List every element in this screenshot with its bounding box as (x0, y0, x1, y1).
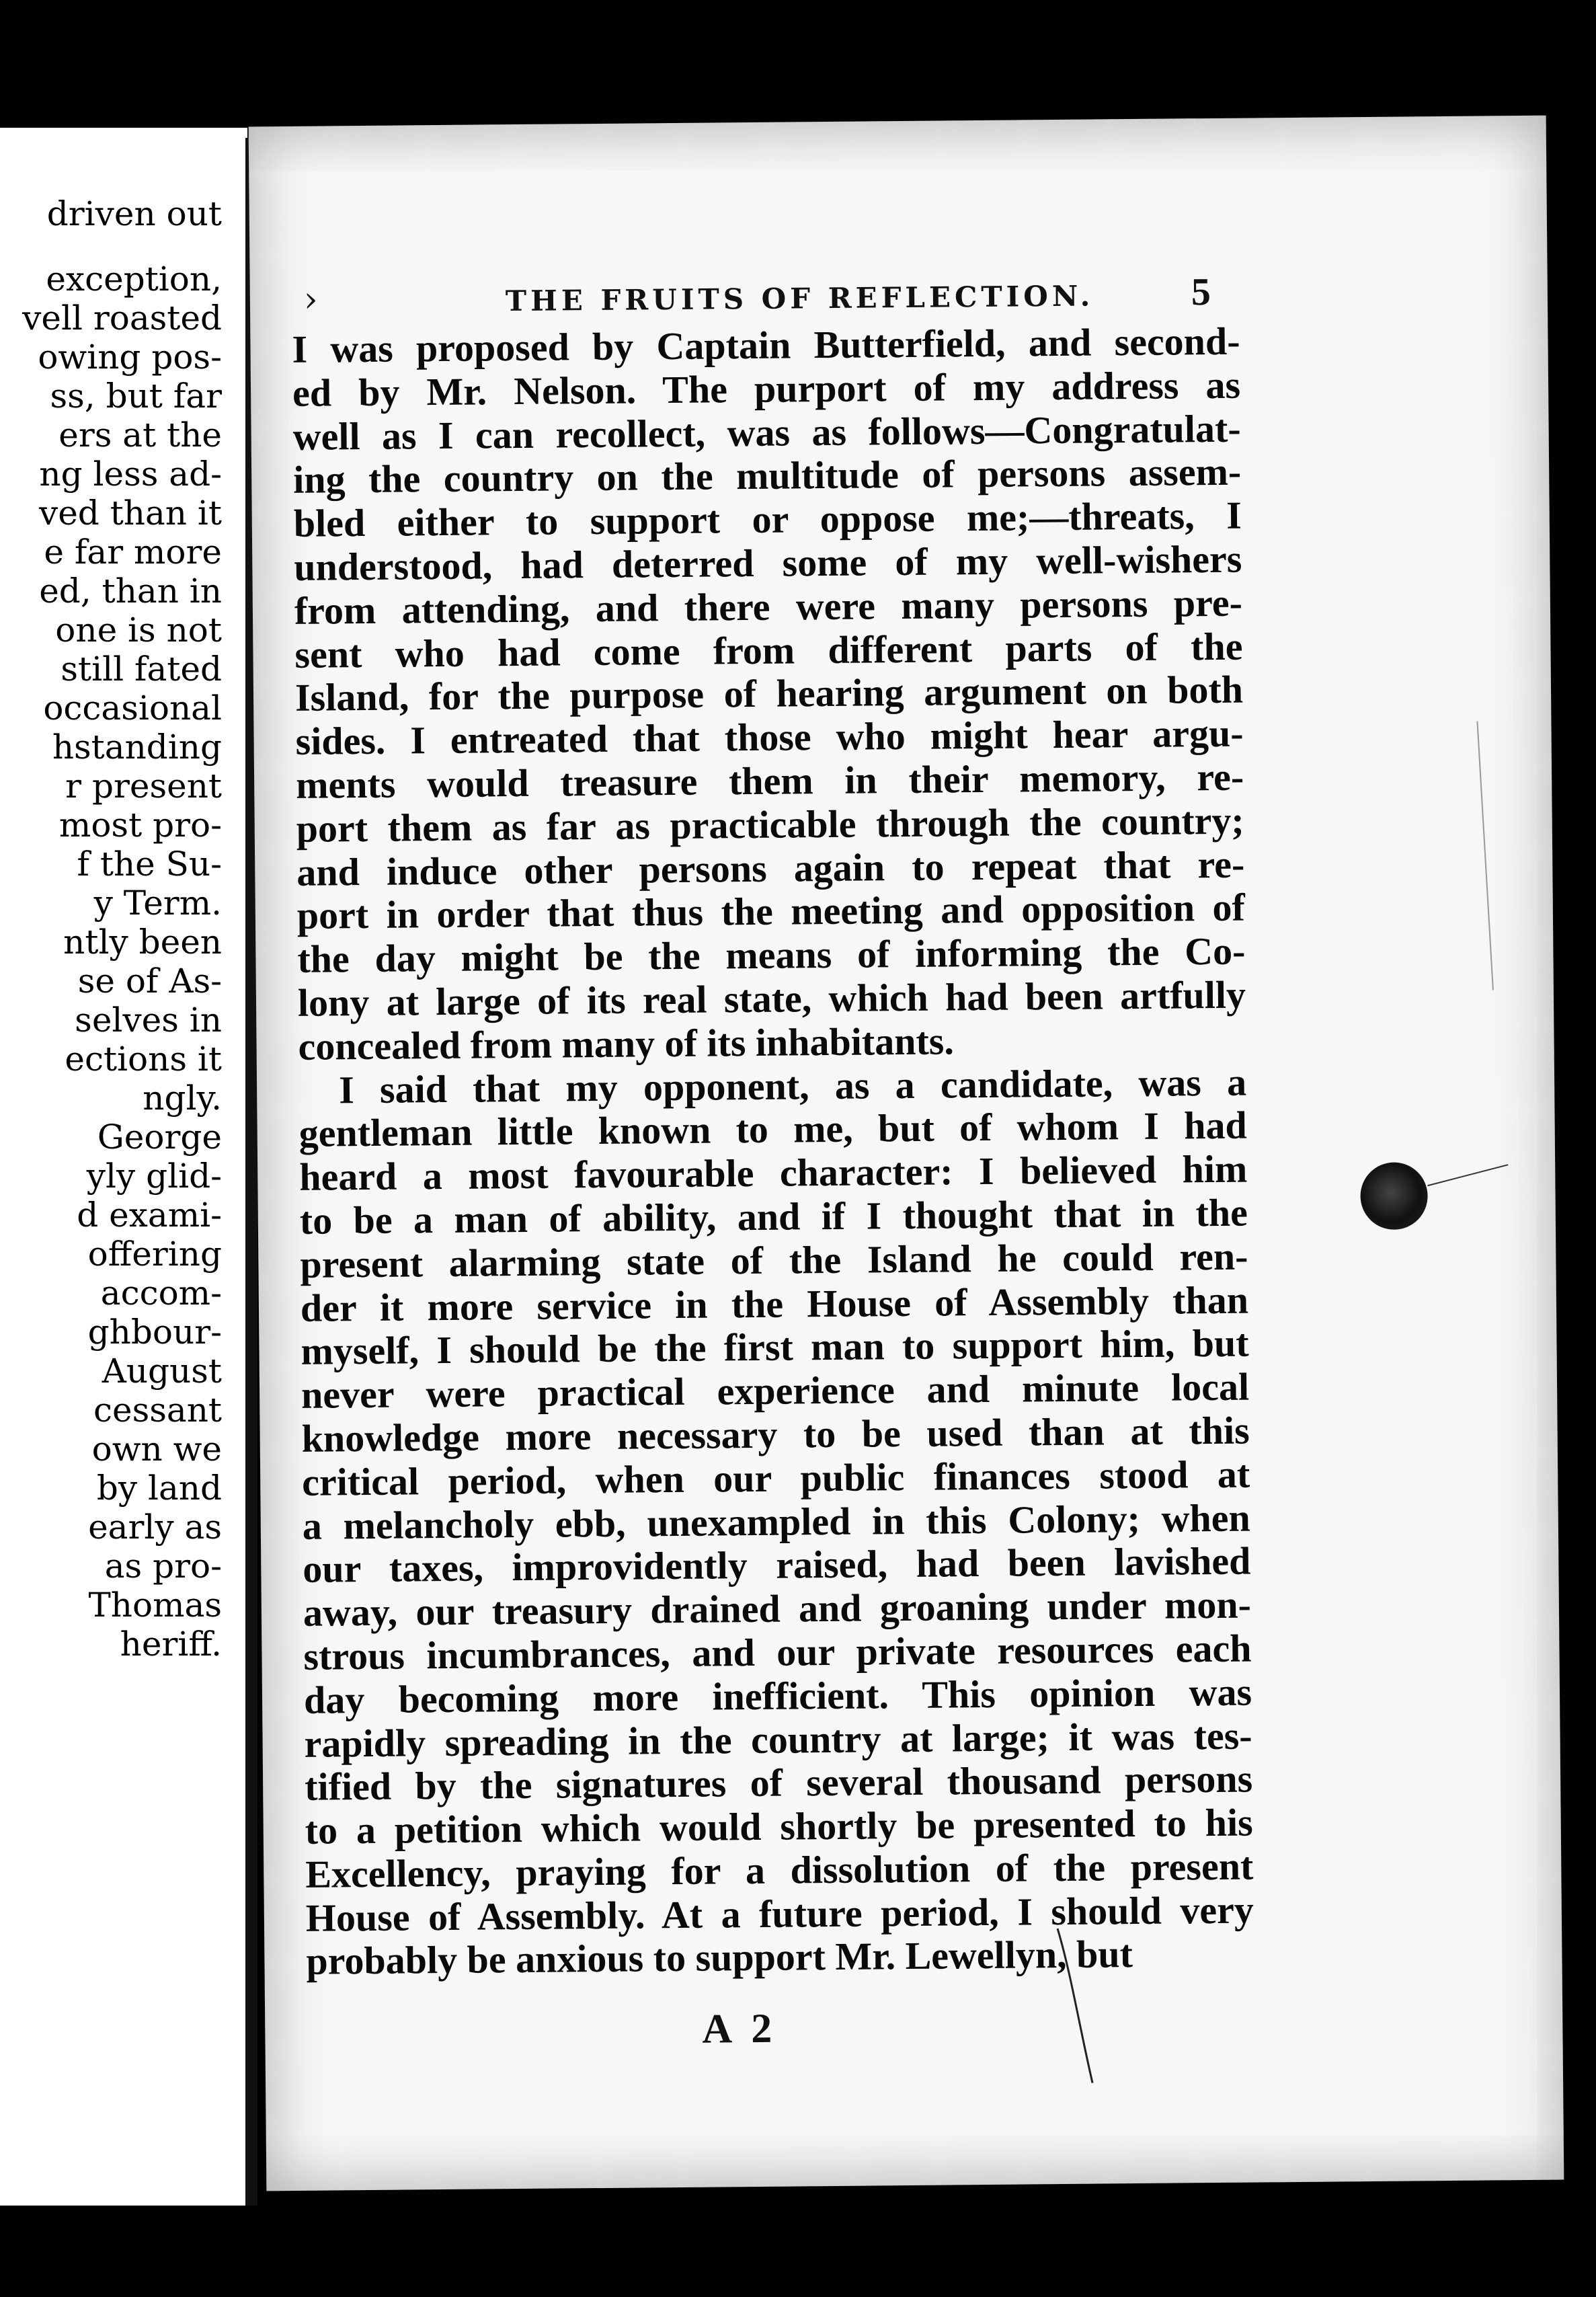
facing-page-line: exception, (46, 260, 222, 299)
text-line: lony at large of its real state, which had been artfully (297, 972, 1246, 1025)
text-line: der it more service in the House of Assembly than (300, 1278, 1249, 1330)
text-line: well as I can recollect, was as follows—Congratulat- (292, 406, 1241, 459)
text-line: rapidly spreading in the country at large; it was tes- (304, 1713, 1252, 1766)
text-line: strous incumbrances, and our private resources each (303, 1626, 1252, 1678)
text-line: myself, I should be the first man to support him, but (301, 1321, 1249, 1374)
facing-page-line: George (97, 1118, 222, 1157)
text-line: sent who had come from different parts of the (294, 624, 1243, 676)
facing-page-line: ections it (65, 1040, 222, 1079)
facing-page-line: still fated (61, 650, 222, 689)
facing-page-line: selves in (75, 1001, 222, 1040)
facing-page-line: August (102, 1352, 222, 1391)
facing-page-line: heriff. (120, 1625, 222, 1664)
text-line: Island, for the purpose of hearing argument on both (294, 667, 1244, 720)
facing-page-line: cessant (93, 1391, 222, 1430)
book-page (249, 116, 1564, 2191)
facing-page-line: se of As- (77, 962, 222, 1001)
text-line: a melancholy ebb, unexampled in this Colony; when (302, 1495, 1251, 1548)
facing-page-line: offering (87, 1235, 222, 1274)
text-line: from attending, and there were many persons pre- (294, 580, 1243, 633)
body-text (292, 320, 1254, 1984)
text-line: day becoming more inefficient. This opinion was (303, 1670, 1252, 1722)
text-line: tified by the signatures of several thousand persons (304, 1756, 1253, 1809)
text-line: I was proposed by Captain Butterfield, and second- (292, 319, 1240, 371)
text-line: ments would treasure them in their memory, re- (295, 754, 1244, 807)
facing-page-line: occasional (43, 689, 222, 728)
text-line: knowledge more necessary to be used than at this (301, 1408, 1250, 1461)
facing-page-line: early as (88, 1508, 222, 1547)
text-line: understood, had deterred some of my well-wishers (294, 537, 1242, 589)
facing-page-line: one is not (55, 611, 222, 650)
text-line: never were practical experience and minute local (301, 1364, 1250, 1417)
facing-page-line: as pro- (104, 1547, 222, 1586)
facing-page-line: ng less ad- (39, 455, 222, 494)
facing-page-line: ss, but far (50, 377, 222, 416)
running-head-title: THE FRUITS OF REFLECTION. (505, 279, 1094, 318)
paragraph-1 (292, 320, 1246, 1069)
facing-page-line: d exami- (77, 1196, 222, 1235)
text-line: probably be anxious to support Mr. Lewellyn, but (306, 1932, 1133, 1984)
text-line: away, our treasury drained and groaning under mon- (303, 1582, 1252, 1635)
facing-page-line: by land (96, 1469, 222, 1508)
running-head (250, 272, 1548, 323)
text-line: ing the country on the multitude of persons assem- (292, 450, 1242, 502)
text-line: gentleman little known to me, but of whom I had (298, 1103, 1247, 1156)
facing-page-line: accom- (100, 1274, 222, 1313)
facing-page-line: ghbour- (87, 1313, 222, 1352)
text-line: present alarming state of the Island he could ren- (300, 1234, 1248, 1286)
facing-page-line: r present (65, 767, 222, 806)
facing-page-line: ntly been (63, 923, 222, 962)
text-line: concealed from many of its inhabitants. (298, 1019, 955, 1068)
text-line: port in order that thus the meeting and opposition of (296, 885, 1246, 938)
text-line: port them as far as practicable through the country; (296, 798, 1244, 851)
text-line: and induce other persons again to repeat that re- (296, 842, 1245, 894)
text-line: I said that my opponent, as a candidate, was a (338, 1060, 1247, 1112)
printer-signature-mark: A 2 (702, 2005, 778, 2052)
text-line: to be a man of ability, and if I thought that in the (299, 1190, 1248, 1243)
text-line: critical period, when our public finances stood at (301, 1452, 1250, 1504)
facing-page-line: own we (91, 1430, 222, 1469)
facing-page-line: yly glid- (86, 1157, 222, 1196)
facing-page-line: vell roasted (22, 299, 222, 338)
facing-page-line: owing pos- (38, 338, 222, 377)
ink-stain (1360, 1162, 1428, 1230)
text-line: ed by Mr. Nelson. The purport of my address as (292, 362, 1241, 415)
text-line: our taxes, improvidently raised, had been lavished (303, 1539, 1251, 1592)
text-line: bled either to support or oppose me;—threats, I (293, 493, 1242, 546)
text-line: House of Assembly. At a future period, I should very (305, 1887, 1254, 1940)
text-line: sides. I entreated that those who might hear argu- (295, 711, 1244, 764)
text-line: heard a most favourable character: I believed him (298, 1146, 1248, 1200)
facing-page-line: driven out (46, 194, 222, 233)
facing-page-line: ved than it (38, 494, 222, 533)
facing-page-left (0, 128, 247, 2206)
page-number: 5 (1191, 270, 1211, 314)
facing-page-line: ngly. (143, 1079, 222, 1118)
facing-page-line: f the Su- (77, 845, 222, 884)
facing-page-line: ed, than in (39, 572, 222, 611)
text-line: Excellency, praying for a dissolution of the present (305, 1844, 1254, 1896)
text-line: to a petition which would shortly be presented to his (305, 1800, 1253, 1853)
facing-page-line: hstanding (52, 728, 222, 767)
margin-mark: › (303, 279, 318, 320)
facing-page-line: y Term. (93, 884, 222, 923)
facing-page-line: Thomas (88, 1586, 222, 1625)
paragraph-2 (298, 1060, 1254, 1984)
facing-page-line: e far more (44, 533, 222, 572)
facing-page-line: most pro- (58, 806, 222, 845)
facing-page-line: ers at the (58, 416, 222, 455)
text-line: the day might be the means of informing the Co- (297, 929, 1246, 982)
